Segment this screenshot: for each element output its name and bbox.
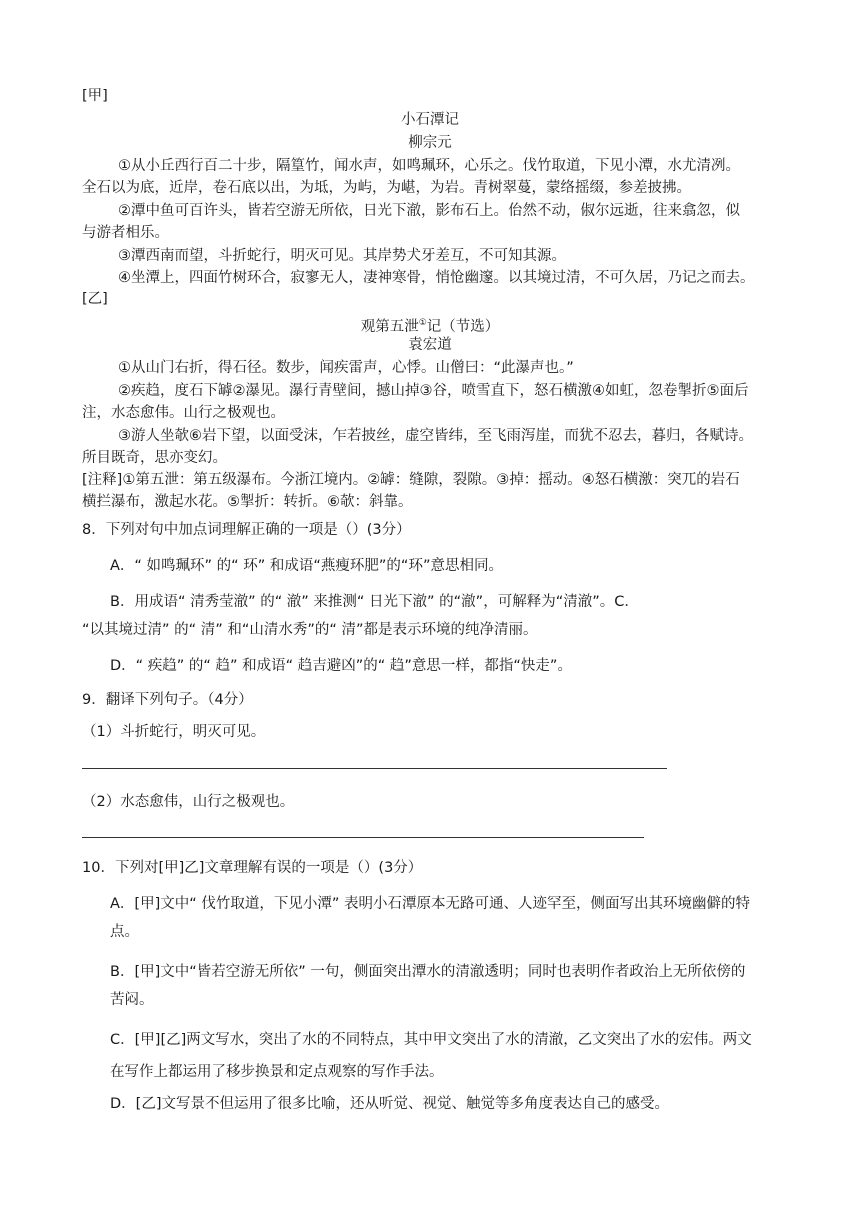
passage-jia-author: 柳宗元 xyxy=(408,135,452,151)
passage-yi-paragraph-2: ②疾趋，度石下罅②瀑见。瀑行青壁间，撼山掉③谷，喷雪直下，怒石横激④如虹，忽卷掣折⑤面后 xyxy=(118,383,749,399)
question-8-option-c: “以其境过清” 的“ 清” 和“山清水秀”的“ 清”都是表示环境的纯净清丽。 xyxy=(82,622,538,638)
question-10-stem: 10．下列对[甲]乙]文章理解有误的一项是（）(3分） xyxy=(82,860,423,876)
passage-yi-paragraph-1: ①从山门右折，得石径。数步，闻疾雷声，心悸。山僧曰：“此瀑声也。” xyxy=(118,360,574,376)
passage-jia-paragraph-2-cont: 与游者相乐。 xyxy=(82,225,169,241)
question-10-option-b: B．[甲]文中“皆若空游无所依” 一句，侧面突出潭水的清澈透明；同时也表明作者政治上无所依傍的 xyxy=(110,964,746,980)
passage-jia-paragraph-1-cont: 全石以为底，近岸，卷石底以出，为坻，为屿，为嵁，为岩。青树翠蔓，蒙络摇缀，参差披拂。 xyxy=(82,180,691,196)
passage-jia-paragraph-3: ③潭西南而望，斗折蛇行，明灭可见。其岸势犬牙差互，不可知其源。 xyxy=(118,248,566,264)
passage-yi-title-footnote: ① xyxy=(418,318,427,328)
passage-yi-title-tail: 记（节选） xyxy=(426,318,500,335)
question-10-option-d: D．[乙]文写景不但运用了很多比喻，还从听觉、视觉、触觉等多角度表达自己的感受。 xyxy=(110,1096,669,1112)
passage-yi-notes: [注释]①第五泄：第五级瀑布。今浙江境内。②罅：缝隙，裂隙。③掉：摇动。④怒石横激：突兀的岩石 xyxy=(82,472,740,488)
question-9-sentence-1: （1）斗折蛇行，明灭可见。 xyxy=(82,724,266,740)
passage-yi-title xyxy=(0,313,860,337)
question-10-option-a: A．[甲]文中“ 伐竹取道，下见小潭” 表明小石潭原本无路可通、人迹罕至，侧面写出其环境幽僻的特 xyxy=(110,896,750,912)
passage-jia-paragraph-1: ①从小丘西行百二十步，隔篁竹，闻水声，如鸣珮环，心乐之。伐竹取道，下见小潭，水尤清冽。 xyxy=(118,158,740,174)
passage-yi-label: [乙] xyxy=(82,291,108,307)
question-8-option-d: D．“ 疾趋” 的“ 趋” 和成语“ 趋吉避凶”的“ 趋”意思一样，都指“快走”。 xyxy=(110,658,572,674)
question-8-option-a: A．“ 如鸣珮环” 的“ 环” 和成语“燕瘦环肥”的“环”意思相同。 xyxy=(110,558,503,574)
passage-jia-label: [甲] xyxy=(82,88,108,104)
answer-blank-1[interactable] xyxy=(82,768,667,769)
passage-jia-paragraph-2: ②潭中鱼可百许头，皆若空游无所依，日光下澈，影布石上。佁然不动，俶尔远逝，往来翕忽，似 xyxy=(118,203,740,219)
question-8-option-b: B．用成语“ 清秀莹澈” 的“ 澈” 来推测“ 日光下澈” 的“澈”，可解释为“清澈”。C． xyxy=(110,594,639,610)
question-9-stem: 9．翻译下列句子。（4分） xyxy=(82,692,253,708)
question-10-option-c-cont: 在写作上都运用了移步换景和定点观察的写作手法。 xyxy=(110,1064,444,1080)
answer-blank-2[interactable] xyxy=(82,837,644,838)
question-8-stem: 8．下列对句中加点词理解正确的一项是（）(3分） xyxy=(82,522,411,538)
passage-jia-paragraph-4: ④坐潭上，四面竹树环合，寂寥无人，凄神寒骨，悄怆幽邃。以其境过清，不可久居，乃记之而去。 xyxy=(118,270,755,286)
passage-yi-notes-cont: 横拦瀑布，激起水花。⑤掣折：转折。⑥欹：斜靠。 xyxy=(82,494,413,510)
passage-yi-paragraph-3-cont: 所目既奇，思亦变幻。 xyxy=(82,450,227,466)
passage-yi-title-main: 观第五泄 xyxy=(360,318,419,335)
passage-yi-paragraph-2-cont: 注，水态愈伟。山行之极观也。 xyxy=(82,405,285,421)
question-10-option-a-cont: 点。 xyxy=(110,924,139,940)
passage-jia-title: 小石潭记 xyxy=(401,112,459,128)
question-10-option-c: C．[甲][乙]两文写水，突出了水的不同特点，其中甲文突出了水的清澈，乙文突出了水的宏伟。两文 xyxy=(110,1032,752,1048)
passage-yi-paragraph-3: ③游人坐欹⑥岩下望，以面受沫，乍若披丝，虚空皆纬，至飞雨泻崖，而犹不忍去，暮归，各赋诗。 xyxy=(118,428,753,444)
question-9-sentence-2: （2）水态愈伟，山行之极观也。 xyxy=(82,794,295,810)
passage-yi-author: 袁宏道 xyxy=(408,337,452,353)
question-10-option-b-cont: 苦闷。 xyxy=(110,992,154,1008)
